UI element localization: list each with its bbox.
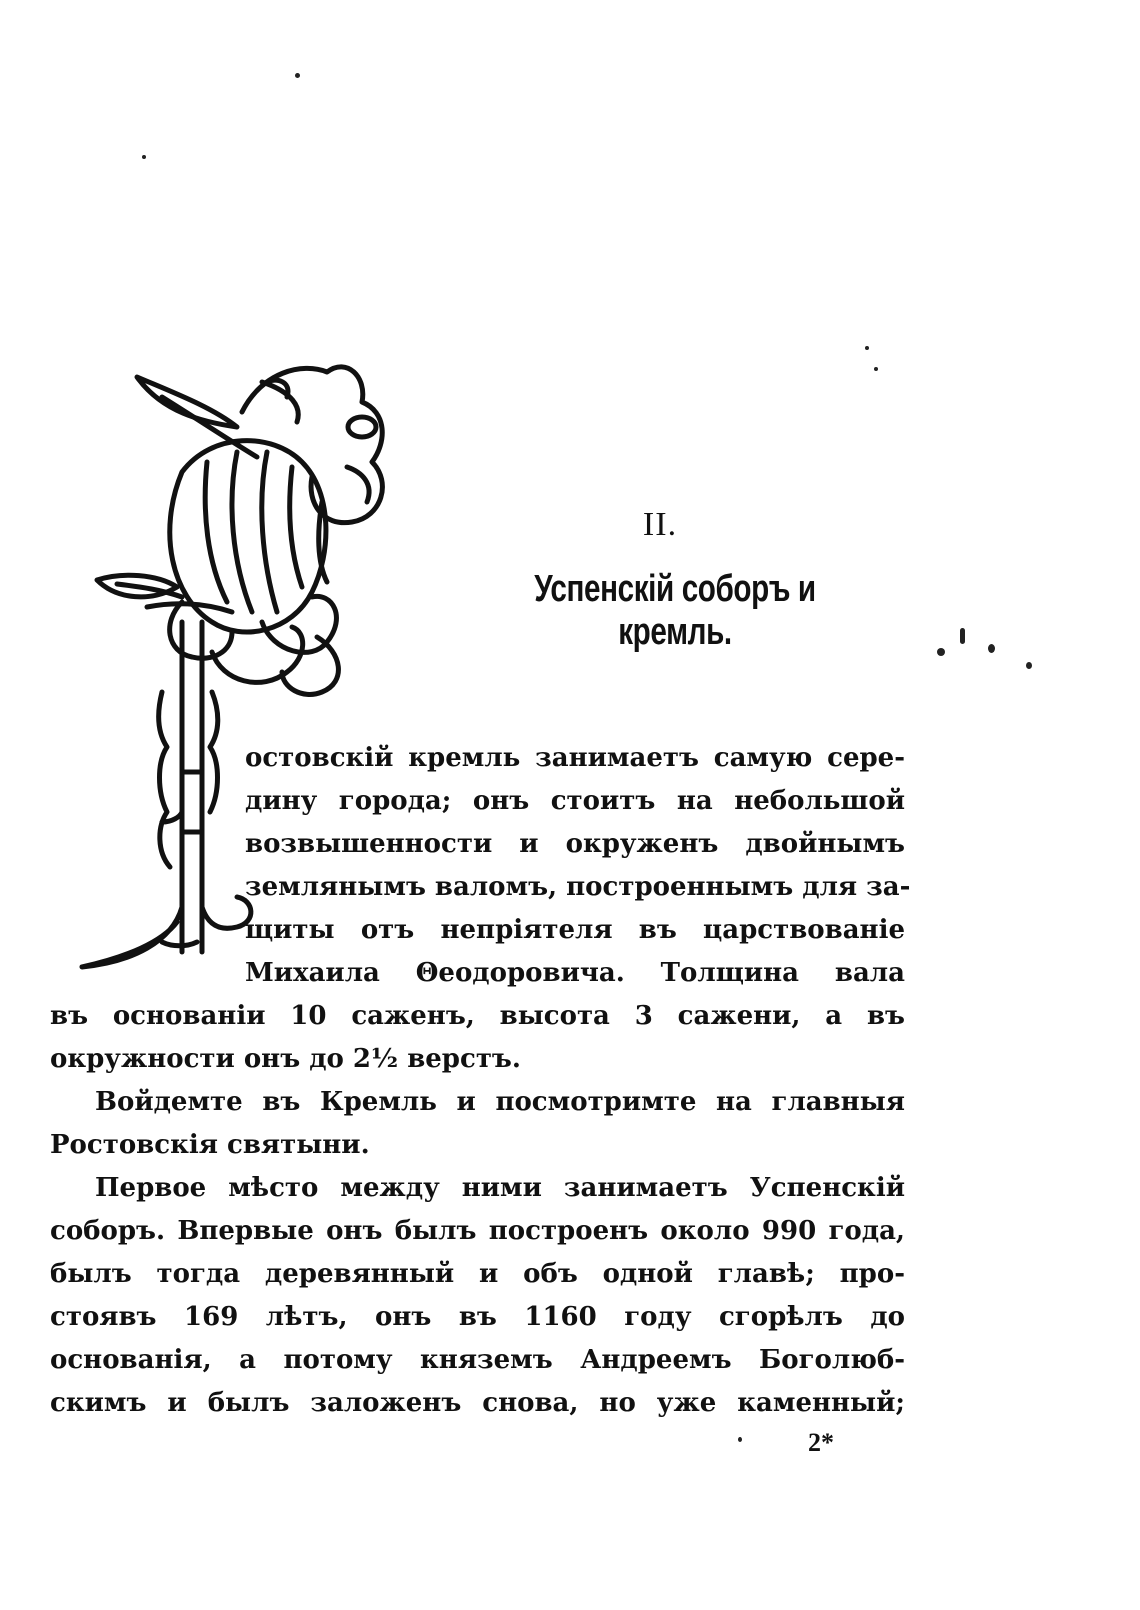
text-line: Михаила Θеодоровича. Толщина вала xyxy=(245,958,905,988)
ink-speck xyxy=(960,628,965,644)
ink-speck xyxy=(865,346,869,350)
text-line: соборъ. Впервые онъ былъ построенъ около 990 года, xyxy=(50,1216,905,1246)
text-line: Войдемте въ Кремль и посмотримте на главныя xyxy=(95,1087,905,1117)
text-line: скимъ и былъ заложенъ снова, но уже каменный; xyxy=(50,1388,905,1418)
ink-speck xyxy=(738,1437,742,1442)
text-line: былъ тогда деревянный и объ одной главѣ; про- xyxy=(50,1259,905,1289)
text-line: остовскій кремль занимаетъ самую сере- xyxy=(245,743,905,773)
text-line: возвышенности и окруженъ двойнымъ xyxy=(245,829,905,859)
ink-speck xyxy=(295,73,300,78)
ink-speck xyxy=(1026,662,1032,669)
chapter-number: II. xyxy=(642,506,678,543)
ink-speck xyxy=(142,155,146,159)
text-line: Ростовскія святыни. xyxy=(50,1130,370,1160)
ink-speck xyxy=(874,367,878,371)
ink-speck xyxy=(988,644,995,653)
text-line: щиты отъ непріятеля въ царствованіе xyxy=(245,915,905,945)
text-line: Первое мѣсто между ними занимаетъ Успенскій xyxy=(95,1173,905,1203)
chapter-title: Успенскій соборъ и кремль. xyxy=(534,568,816,653)
page-number: 2* xyxy=(808,1428,834,1457)
text-line: окружности онъ до 2½ верстъ. xyxy=(50,1044,521,1074)
text-line: стоявъ 169 лѣтъ, онъ въ 1160 году сгорѣлъ до xyxy=(50,1302,905,1332)
text-line: въ основаніи 10 саженъ, высота 3 сажени, а въ xyxy=(50,1001,905,1031)
text-line: основанія, а потому княземъ Андреемъ Боголюб- xyxy=(50,1345,905,1375)
text-line: дину города; онъ стоитъ на небольшой xyxy=(245,786,905,816)
text-line: землянымъ валомъ, построеннымъ для за- xyxy=(245,872,911,902)
ink-speck xyxy=(937,648,945,656)
